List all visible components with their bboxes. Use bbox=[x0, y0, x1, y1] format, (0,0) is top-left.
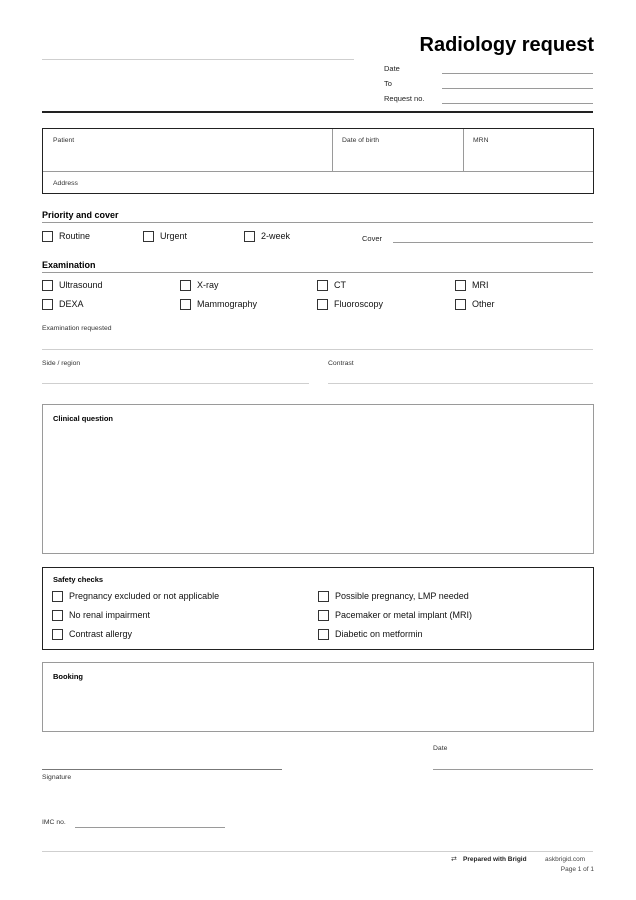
priority-routine[interactable]: Routine bbox=[42, 230, 90, 242]
mrn-label: MRN bbox=[473, 137, 489, 144]
exam-ct[interactable]: CT bbox=[317, 279, 346, 291]
address-label: Address bbox=[53, 180, 78, 187]
checkbox[interactable] bbox=[244, 231, 255, 242]
checkbox[interactable] bbox=[180, 280, 191, 291]
side-region-field[interactable] bbox=[42, 383, 309, 384]
clinical-question-box[interactable] bbox=[42, 404, 594, 554]
prepared-with-label: Prepared with Brigid bbox=[463, 856, 527, 863]
date-label: Date bbox=[384, 64, 400, 73]
examination-rule bbox=[42, 272, 593, 273]
exam-dexa[interactable]: DEXA bbox=[42, 298, 84, 310]
sign-date-label: Date bbox=[433, 745, 448, 752]
to-field[interactable] bbox=[442, 88, 593, 89]
priority-2-week[interactable]: 2-week bbox=[244, 230, 290, 242]
checkbox[interactable] bbox=[52, 629, 63, 640]
safety-contrast-allergy[interactable]: Contrast allergy bbox=[52, 628, 132, 640]
checkbox[interactable] bbox=[455, 299, 466, 310]
clinical-question-heading: Clinical question bbox=[53, 414, 114, 423]
checkbox[interactable] bbox=[318, 610, 329, 621]
dob-label: Date of birth bbox=[342, 137, 380, 144]
checkbox[interactable] bbox=[42, 231, 53, 242]
header-blank-line bbox=[42, 59, 354, 60]
header-divider bbox=[42, 111, 593, 113]
exam-ultrasound[interactable]: Ultrasound bbox=[42, 279, 103, 291]
mrn-field[interactable] bbox=[464, 129, 594, 171]
patient-field[interactable] bbox=[43, 129, 332, 171]
signature-field[interactable] bbox=[42, 769, 282, 770]
contrast-field[interactable] bbox=[328, 383, 593, 384]
footer-rule bbox=[42, 851, 593, 852]
footer-site-link[interactable]: askbrigid.com bbox=[545, 856, 586, 863]
patient-box bbox=[42, 128, 594, 194]
signature-label: Signature bbox=[42, 774, 72, 781]
checkbox[interactable] bbox=[455, 280, 466, 291]
checkbox[interactable] bbox=[42, 299, 53, 310]
booking-box[interactable] bbox=[42, 662, 594, 732]
priority-urgent[interactable]: Urgent bbox=[143, 230, 187, 242]
safety-possible-pregnancy[interactable]: Possible pregnancy, LMP needed bbox=[318, 590, 469, 602]
brigid-logo-icon: ⇄ bbox=[451, 856, 457, 863]
patient-label: Patient bbox=[53, 137, 75, 144]
priority-heading: Priority and cover bbox=[42, 210, 119, 220]
to-label: To bbox=[384, 79, 392, 88]
sign-date-field[interactable] bbox=[433, 769, 593, 770]
imc-field[interactable] bbox=[75, 827, 225, 828]
safety-checks-box bbox=[42, 567, 594, 650]
date-field[interactable] bbox=[442, 73, 593, 74]
safety-diabetic-metformin[interactable]: Diabetic on metformin bbox=[318, 628, 423, 640]
checkbox[interactable] bbox=[318, 591, 329, 602]
checkbox[interactable] bbox=[318, 629, 329, 640]
priority-rule bbox=[42, 222, 593, 223]
side-region-label: Side / region bbox=[42, 360, 81, 367]
exam-fluoroscopy[interactable]: Fluoroscopy bbox=[317, 298, 383, 310]
examination-heading: Examination bbox=[42, 260, 96, 270]
address-field[interactable] bbox=[43, 172, 593, 194]
cover-label: Cover bbox=[362, 234, 383, 243]
cover-field[interactable] bbox=[393, 242, 593, 243]
page-number: Page 1 of 1 bbox=[560, 866, 594, 873]
checkbox[interactable] bbox=[317, 299, 328, 310]
exam-other[interactable]: Other bbox=[455, 298, 495, 310]
exam-mammography[interactable]: Mammography bbox=[180, 298, 257, 310]
checkbox[interactable] bbox=[42, 280, 53, 291]
checkbox[interactable] bbox=[52, 591, 63, 602]
request-no-field[interactable] bbox=[442, 103, 593, 104]
checkbox[interactable] bbox=[143, 231, 154, 242]
checkbox[interactable] bbox=[52, 610, 63, 621]
checkbox[interactable] bbox=[317, 280, 328, 291]
contrast-label: Contrast bbox=[328, 360, 354, 367]
safety-checks-heading: Safety checks bbox=[53, 575, 104, 584]
request-no-label: Request no. bbox=[384, 94, 425, 103]
safety-pregnancy-excluded[interactable]: Pregnancy excluded or not applicable bbox=[52, 590, 219, 602]
booking-heading: Booking bbox=[53, 672, 83, 681]
safety-pacemaker-implant[interactable]: Pacemaker or metal implant (MRI) bbox=[318, 609, 472, 621]
checkbox[interactable] bbox=[180, 299, 191, 310]
exam-mri[interactable]: MRI bbox=[455, 279, 489, 291]
exam-x-ray[interactable]: X-ray bbox=[180, 279, 219, 291]
exam-requested-label: Examination requested bbox=[42, 325, 112, 332]
exam-requested-field[interactable] bbox=[42, 349, 593, 350]
imc-label: IMC no. bbox=[42, 819, 66, 826]
page-title: Radiology request bbox=[419, 34, 594, 56]
safety-no-renal-impairment[interactable]: No renal impairment bbox=[52, 609, 150, 621]
dob-field[interactable] bbox=[333, 129, 463, 171]
